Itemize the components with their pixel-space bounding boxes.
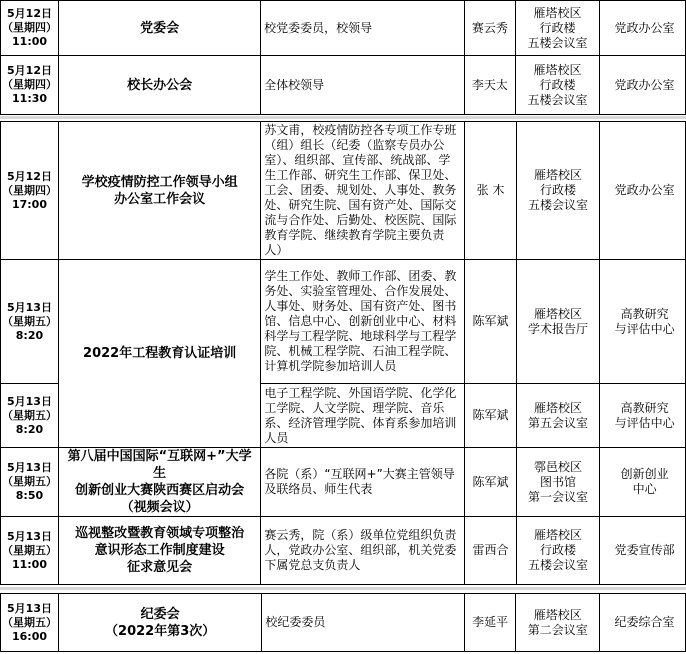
section-divider bbox=[0, 587, 686, 590]
meeting-organizer: 创新创业 中心 bbox=[600, 448, 686, 517]
table-row bbox=[1, 448, 686, 517]
meeting-time: 5月13日 （星期五） 11:00 bbox=[1, 517, 59, 585]
meeting-time: 5月13日 （星期五） 8:20 bbox=[1, 260, 59, 384]
meeting-attendees: 赛云秀，院（系）级单位党组织负责人，党政办公室、组织部，机关党委下属党总支负责人 bbox=[261, 517, 465, 585]
meeting-time: 5月13日 （星期五） 8:50 bbox=[1, 448, 59, 517]
schedule-table-3 bbox=[0, 593, 686, 652]
meeting-name: 党委会 bbox=[59, 1, 261, 56]
table-row bbox=[1, 122, 686, 260]
meeting-attendees: 全体校领导 bbox=[261, 56, 465, 115]
meeting-attendees: 苏文甫，校疫情防控各专项工作专班（组）组长（纪委（监察专员办公室）、组织部、宣传部、统战部、学生工作部、研究生工作部、保卫处、工会、团委、规划处、人事处、教务处、研究生院、国有资产处、国际交流与合作处、后勤处、校医院、国际教育学院、继续教育学院主要负责人） bbox=[261, 122, 465, 260]
meeting-organizer: 高教研究 与评估中心 bbox=[600, 384, 686, 448]
meeting-organizer: 高教研究 与评估中心 bbox=[600, 260, 686, 384]
meeting-time: 5月12日 （星期四） 11:30 bbox=[1, 56, 59, 115]
meeting-attendees: 各院（系）“互联网+”大赛主管领导及联络员、师生代表 bbox=[261, 448, 465, 517]
meeting-organizer: 党政办公室 bbox=[600, 122, 686, 260]
meeting-name: 校长办公会 bbox=[59, 56, 261, 115]
meeting-host: 张 木 bbox=[465, 122, 516, 260]
table-row bbox=[1, 260, 686, 384]
table-row bbox=[1, 1, 686, 56]
meeting-host: 赛云秀 bbox=[464, 1, 515, 56]
schedule-table-2 bbox=[0, 121, 686, 585]
meeting-location: 雁塔校区 学术报告厅 bbox=[516, 260, 600, 384]
meeting-name: 2022年工程教育认证培训 bbox=[58, 260, 260, 448]
table-row bbox=[1, 594, 686, 652]
table-row bbox=[1, 517, 686, 585]
meeting-name: 纪委会 （2022年第3次） bbox=[59, 594, 262, 652]
meeting-time: 5月13日 （星期五） 16:00 bbox=[1, 594, 59, 652]
meeting-organizer: 党政办公室 bbox=[599, 1, 685, 56]
meeting-host: 雷西合 bbox=[465, 517, 516, 585]
meeting-location: 雁塔校区 行政楼 五楼会议室 bbox=[516, 56, 600, 115]
meeting-host: 李延平 bbox=[465, 594, 516, 652]
meeting-name: 巡视整改暨教育领域专项整治 意识形态工作制度建设 征求意见会 bbox=[58, 517, 260, 585]
meeting-attendees: 校纪委委员 bbox=[262, 594, 465, 652]
meeting-attendees: 电子工程学院、外国语学院、化学化工学院、人文学院、理学院、音乐系、经济管理学院、体育系参加培训人员 bbox=[261, 384, 465, 448]
meeting-time: 5月12日 （星期四） 11:00 bbox=[1, 1, 59, 56]
meeting-host: 陈军斌 bbox=[465, 448, 516, 517]
meeting-location: 鄠邑校区 图书馆 第一会议室 bbox=[516, 448, 600, 517]
meeting-host: 李天太 bbox=[464, 56, 515, 115]
meeting-host: 陈军斌 bbox=[465, 384, 516, 448]
meeting-location: 雁塔校区 行政楼 五楼会议室 bbox=[516, 122, 600, 260]
meeting-organizer: 党委宣传部 bbox=[600, 517, 686, 585]
meeting-attendees: 校党委委员，校领导 bbox=[261, 1, 465, 56]
meeting-organizer: 纪委综合室 bbox=[600, 594, 686, 652]
meeting-name: 第八届中国国际“互联网+”大学生 创新创业大赛陕西赛区启动会 （视频会议） bbox=[58, 448, 260, 517]
meeting-name: 学校疫情防控工作领导小组 办公室工作会议 bbox=[58, 122, 260, 260]
meeting-location: 雁塔校区 第二会议室 bbox=[516, 594, 600, 652]
section-divider bbox=[0, 116, 686, 119]
meeting-host: 陈军斌 bbox=[465, 260, 516, 384]
schedule-table-1 bbox=[0, 0, 686, 115]
meeting-location: 雁塔校区 行政楼 五楼会议室 bbox=[516, 1, 600, 56]
meeting-location: 雁塔校区 行政楼 五楼会议室 bbox=[516, 517, 600, 585]
meeting-location: 雁塔校区 第五会议室 bbox=[516, 384, 600, 448]
meeting-time: 5月13日 （星期五） 8:20 bbox=[1, 384, 59, 448]
meeting-organizer: 党政办公室 bbox=[599, 56, 685, 115]
meeting-attendees: 学生工作处、教师工作部、团委、教务处、实验室管理处、合作发展处、人事处、财务处、国有资产处、图书馆、信息中心、创新创业中心、材料科学与工程学院、地球科学与工程学院、机械工程学院、石油工程学院、计算机学院参加培训人员 bbox=[261, 260, 465, 384]
table-row bbox=[1, 56, 686, 115]
meeting-time: 5月12日 （星期四） 17:00 bbox=[1, 122, 59, 260]
